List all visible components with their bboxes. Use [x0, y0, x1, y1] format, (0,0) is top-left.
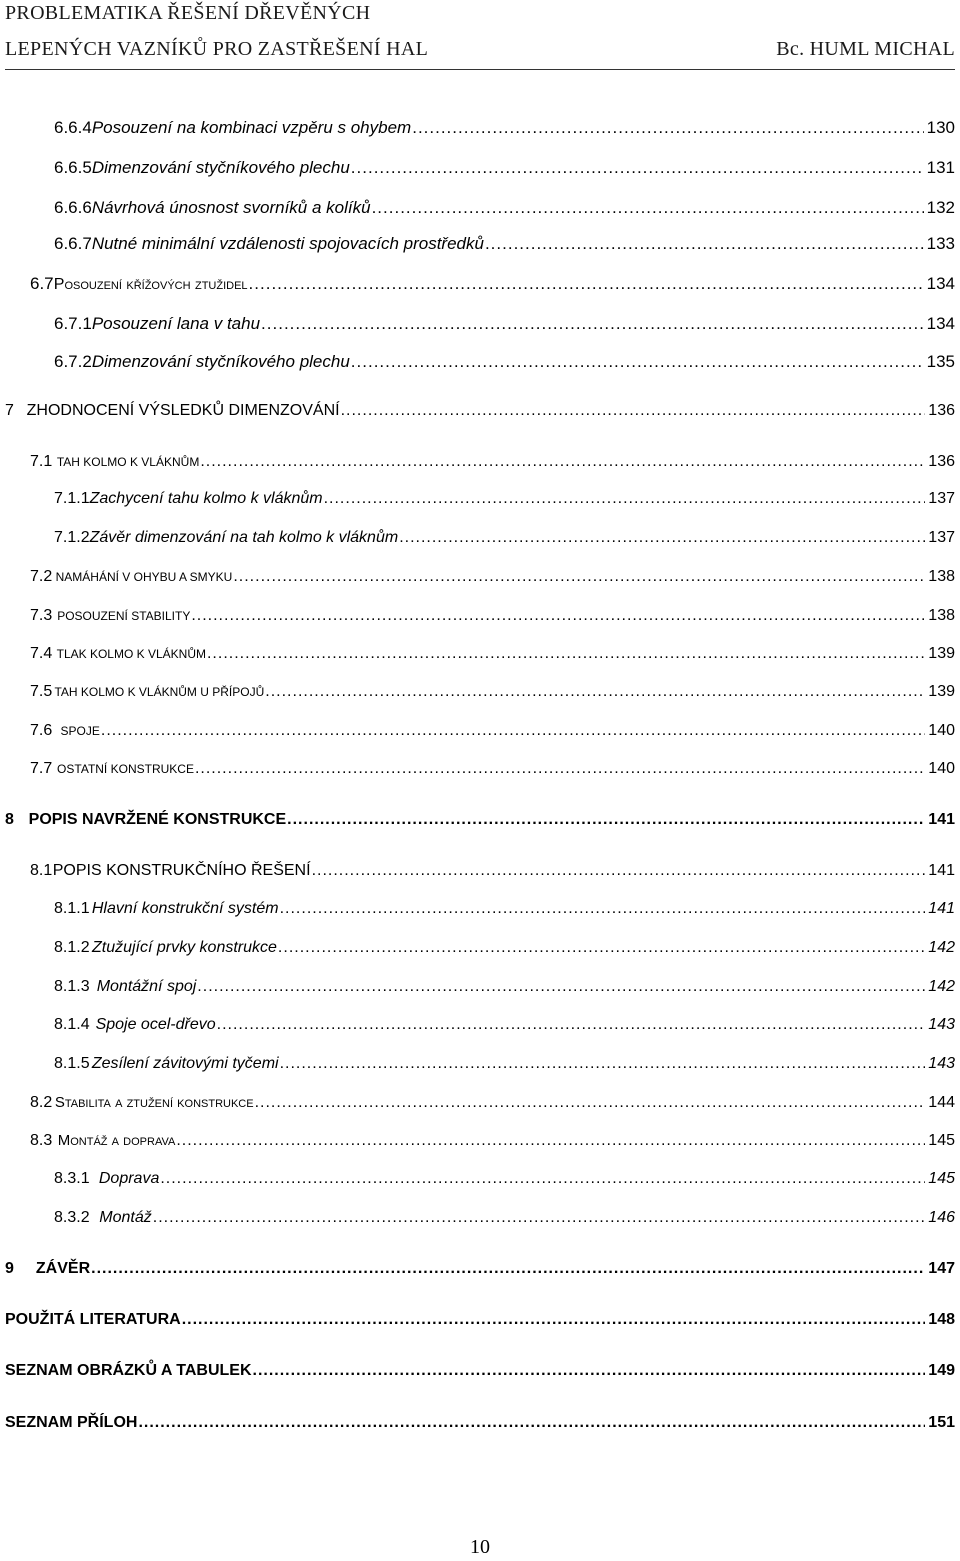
toc-dot-leader: [399, 529, 925, 547]
toc-entry[interactable]: [30, 722, 955, 740]
toc-entry-title: Nutné minimální vzdálenosti spojovacích prostředků: [91, 234, 484, 253]
toc-entry-title: Hlavní konstrukční systém: [91, 900, 279, 917]
toc-dot-leader: [153, 1209, 926, 1227]
toc-entry[interactable]: [54, 1209, 955, 1227]
toc-entry-page: 134: [926, 314, 955, 333]
toc-dot-leader: [101, 722, 925, 740]
toc-dot-leader: [191, 607, 925, 625]
toc-entry-title: POPIS NAVRŽENÉ KONSTRUKCE: [28, 811, 287, 828]
toc-entry-title: Spoje ocel-dřevo: [95, 1016, 216, 1033]
toc-entry-title: Posouzení lana v tahu: [91, 314, 261, 333]
toc-entry[interactable]: [54, 939, 955, 957]
toc-entry-title: TLAK KOLMO K VLÁKNŮM: [56, 647, 206, 661]
toc-entry[interactable]: [30, 274, 955, 294]
toc-entry-page: 144: [928, 1094, 955, 1111]
toc-entry-title: Návrhová únosnost svorníků a kolíků: [91, 198, 371, 217]
toc-dot-leader: [412, 118, 923, 138]
toc-entry[interactable]: [30, 453, 955, 471]
toc-entry-title: TAH KOLMO K VLÁKNŮM: [56, 455, 200, 469]
toc-entry-number: 7.7: [30, 760, 53, 777]
toc-dot-leader: [278, 939, 925, 957]
toc-entry-title: Posouzení na kombinaci vzpěru s ohybem: [91, 118, 412, 137]
toc-entry-title: Doprava: [98, 1170, 160, 1187]
toc-dot-leader: [207, 645, 925, 663]
toc-entry-number: 6.6.7: [54, 234, 92, 253]
toc-entry-title: Zachycení tahu kolmo k vláknům: [89, 490, 323, 507]
toc-entry[interactable]: [30, 645, 955, 663]
toc-entry-page: 133: [926, 234, 955, 253]
toc-entry[interactable]: [30, 683, 955, 701]
toc-entry-title: Dimenzování styčníkového plechu: [91, 158, 350, 177]
toc-dot-leader: [233, 568, 925, 586]
toc-dot-leader: [280, 1055, 926, 1073]
toc-dot-leader: [287, 811, 925, 829]
page-number: 10: [470, 1536, 490, 1558]
toc-entry-number: 8.1.4: [54, 1016, 90, 1033]
toc-dot-leader: [324, 490, 926, 508]
toc-entry-title: SPOJE: [60, 724, 100, 738]
toc-entry[interactable]: [54, 314, 955, 334]
toc-entry-number: 8: [5, 811, 14, 828]
toc-entry-page: 138: [928, 568, 955, 585]
toc-entry-title: Montážní spoj: [96, 978, 197, 995]
toc-entry-page: 141: [928, 900, 955, 917]
toc-entry-page: 141: [928, 811, 955, 828]
toc-entry-number: 8.3: [30, 1132, 53, 1149]
toc-dot-leader: [197, 978, 925, 996]
toc-entry[interactable]: [5, 1362, 955, 1380]
toc-entry[interactable]: [30, 760, 955, 778]
toc-entry-title: OSTATNÍ KONSTRUKCE: [57, 762, 194, 776]
toc-entry-page: 134: [926, 274, 955, 293]
toc-entry[interactable]: [5, 1414, 955, 1432]
toc-entry[interactable]: [54, 352, 955, 372]
toc-entry[interactable]: [5, 811, 955, 829]
toc-entry[interactable]: [30, 1132, 955, 1150]
toc-dot-leader: [351, 158, 924, 178]
toc-dot-leader: [485, 234, 924, 254]
toc-entry[interactable]: [5, 402, 955, 420]
toc-entry-title: POUŽITÁ LITERATURA: [5, 1311, 181, 1328]
toc-entry-number: 8.1: [30, 862, 53, 879]
toc-entry-title: SEZNAM PŘÍLOH: [5, 1414, 138, 1431]
toc-entry[interactable]: [30, 568, 955, 586]
toc-entry-page: 149: [928, 1362, 955, 1379]
toc-entry[interactable]: [54, 978, 955, 996]
toc-entry-number: 6.7.2: [54, 352, 92, 371]
toc-entry-number: 8.1.1: [54, 900, 90, 917]
toc-entry-number: 7.6: [30, 722, 53, 739]
toc-entry-title: Stabilita a ztužení konstrukce: [54, 1094, 254, 1111]
toc-entry-title: POPIS KONSTRUKČNÍHO ŘEŠENÍ: [52, 862, 311, 879]
toc-entry-number: 8.1.5: [54, 1055, 90, 1072]
toc-entry-number: 8.1.3: [54, 978, 90, 995]
toc-entry[interactable]: [54, 1170, 955, 1188]
toc-entry-page: 140: [928, 722, 955, 739]
toc-entry-page: 139: [928, 683, 955, 700]
toc-entry[interactable]: [5, 1260, 955, 1278]
toc-entry[interactable]: [54, 490, 955, 508]
toc-dot-leader: [176, 1132, 925, 1150]
toc-entry[interactable]: [30, 607, 955, 625]
toc-entry-page: 142: [928, 939, 955, 956]
toc-entry-number: 6.6.6: [54, 198, 92, 217]
toc-entry-page: 131: [926, 158, 955, 177]
toc-entry-page: 151: [928, 1414, 955, 1431]
toc-entry-page: 148: [928, 1311, 955, 1328]
toc-entry-title: Závěr dimenzování na tah kolmo k vláknům: [89, 529, 399, 546]
toc-entry[interactable]: [5, 1311, 955, 1329]
header-author: Bc. HUML MICHAL: [776, 38, 955, 60]
toc-dot-leader: [351, 352, 924, 372]
toc-dot-leader: [261, 314, 924, 334]
toc-entry-page: 141: [928, 862, 955, 879]
toc-dot-leader: [280, 900, 926, 918]
toc-entry[interactable]: [54, 158, 955, 178]
toc-dot-leader: [341, 402, 926, 420]
toc-entry-number: 6.6.4: [54, 118, 92, 137]
toc-entry[interactable]: [54, 234, 955, 254]
toc-entry-page: 138: [928, 607, 955, 624]
toc-entry-number: 8.3.2: [54, 1209, 90, 1226]
toc-entry[interactable]: [30, 1094, 955, 1112]
toc-entry-number: 7.1.2: [54, 529, 90, 546]
toc-entry-number: 6.7.1: [54, 314, 92, 333]
toc-entry[interactable]: [54, 529, 955, 547]
toc-dot-leader: [195, 760, 925, 778]
header-title-line-1: PROBLEMATIKA ŘEŠENÍ DŘEVĚNÝCH: [5, 2, 371, 24]
toc-dot-leader: [160, 1170, 925, 1188]
toc-entry-page: 139: [928, 645, 955, 662]
toc-entry-page: 132: [926, 198, 955, 217]
toc-dot-leader: [253, 1362, 926, 1380]
toc-dot-leader: [138, 1414, 925, 1432]
toc-entry[interactable]: [54, 118, 955, 138]
toc-entry-number: 7.1.1: [54, 490, 90, 507]
toc-entry[interactable]: [54, 900, 955, 918]
header-title-line-2: LEPENÝCH VAZNÍKŮ PRO ZASTŘEŠENÍ HAL: [5, 38, 429, 60]
toc-entry-title: Posouzení křížových ztužidel: [53, 276, 248, 293]
toc-entry-title: Ztužující prvky konstrukce: [91, 939, 277, 956]
toc-dot-leader: [312, 862, 926, 880]
toc-entry-number: 8.1.2: [54, 939, 90, 956]
toc-entry-number: 7.4: [30, 645, 53, 662]
toc-entry-page: 137: [928, 529, 955, 546]
toc-dot-leader: [255, 1094, 926, 1112]
toc-entry-number: 7: [5, 402, 14, 419]
toc-entry-page: 136: [928, 453, 955, 470]
toc-entry-page: 136: [928, 402, 955, 419]
toc-entry-title: NAMÁHÁNÍ V OHYBU A SMYKU: [55, 570, 233, 584]
toc-entry-number: 8.3.1: [54, 1170, 90, 1187]
toc-entry-title: Montáž: [99, 1209, 152, 1226]
toc-entry-page: 143: [928, 1055, 955, 1072]
toc-entry-page: 145: [928, 1170, 955, 1187]
toc-entry-title: ZHODNOCENÍ VÝSLEDKŮ DIMENZOVÁNÍ: [26, 402, 340, 419]
toc-entry-page: 143: [928, 1016, 955, 1033]
toc-dot-leader: [91, 1260, 925, 1278]
toc-dot-leader: [249, 274, 924, 294]
toc-entry-number: 8.2: [30, 1094, 53, 1111]
toc-dot-leader: [182, 1311, 926, 1329]
toc-entry-page: 135: [926, 352, 955, 371]
toc-entry[interactable]: [54, 1016, 955, 1034]
toc-entry-title: SEZNAM OBRÁZKŮ A TABULEK: [5, 1362, 252, 1379]
toc-entry[interactable]: [30, 862, 955, 880]
toc-entry-title: Zesílení závitovými tyčemi: [91, 1055, 279, 1072]
toc-entry-number: 6.7: [30, 274, 54, 293]
toc-entry-title: TAH KOLMO K VLÁKNŮM U PŘÍPOJŮ: [54, 685, 265, 699]
toc-entry-title: Dimenzování styčníkového plechu: [91, 352, 350, 371]
toc-entry-number: 9: [5, 1260, 14, 1277]
toc-entry-page: 145: [928, 1132, 955, 1149]
toc-entry-title: ZÁVĚR: [35, 1260, 91, 1277]
toc-entry-page: 130: [926, 118, 955, 137]
toc-dot-leader: [217, 1016, 926, 1034]
toc-entry-number: 7.1: [30, 453, 53, 470]
toc-entry-number: 7.3: [30, 607, 53, 624]
toc-entry-number: 7.2: [30, 568, 53, 585]
toc-entry-page: 140: [928, 760, 955, 777]
toc-dot-leader: [372, 198, 924, 218]
toc-entry-page: 137: [928, 490, 955, 507]
toc-entry-page: 146: [928, 1209, 955, 1226]
toc-entry-page: 147: [928, 1260, 955, 1277]
toc-entry[interactable]: [54, 198, 955, 218]
toc-dot-leader: [265, 683, 925, 701]
toc-entry[interactable]: [54, 1055, 955, 1073]
toc-entry-number: 7.5: [30, 683, 53, 700]
toc-entry-page: 142: [928, 978, 955, 995]
toc-entry-title: Montáž a doprava: [57, 1132, 176, 1149]
toc-entry-number: 6.6.5: [54, 158, 92, 177]
toc-entry-title: POSOUZENÍ STABILITY: [57, 609, 191, 623]
toc-dot-leader: [200, 453, 925, 471]
